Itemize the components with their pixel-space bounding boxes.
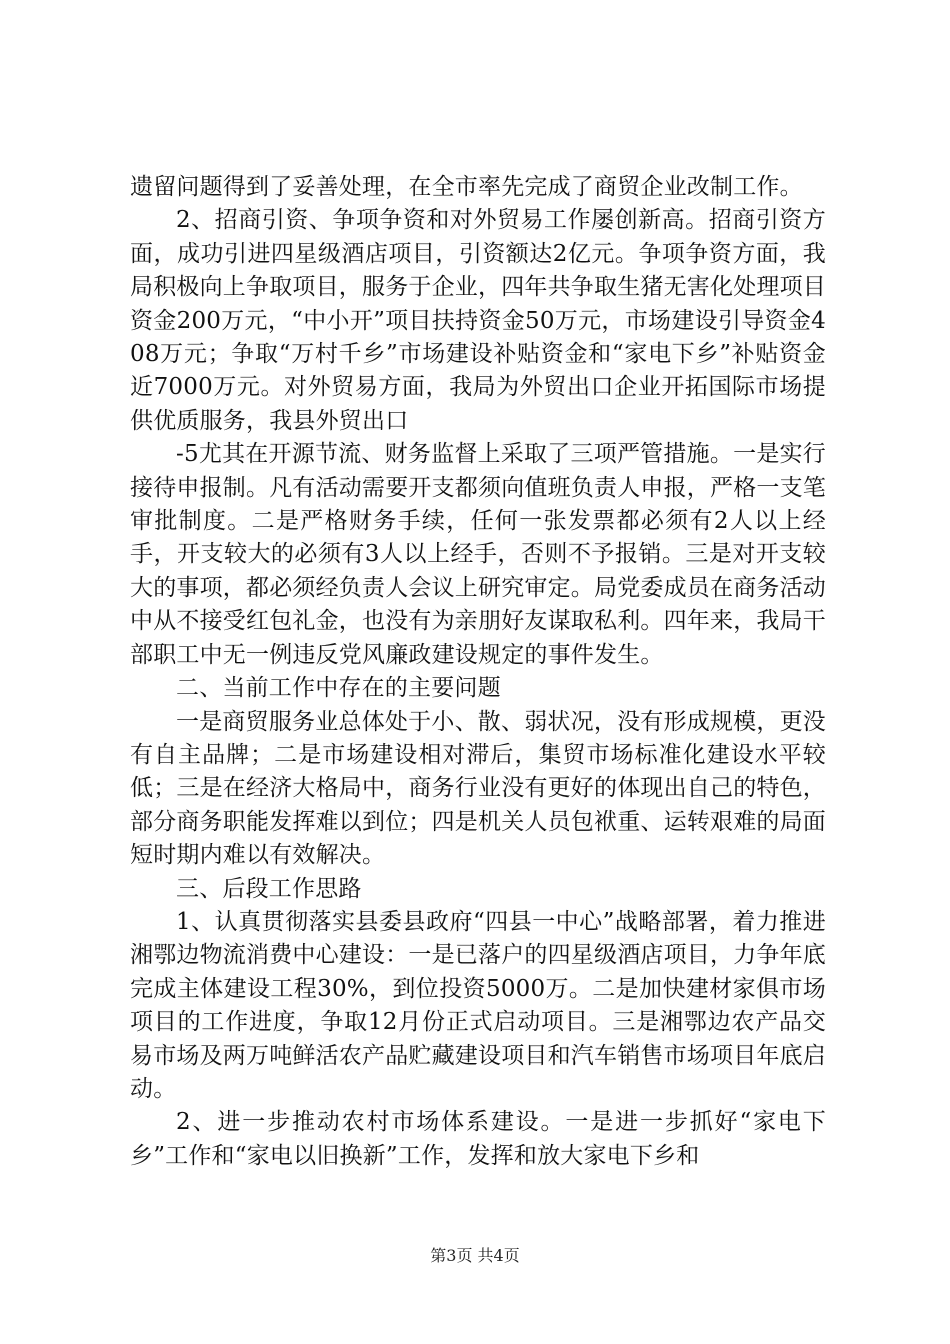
page-number-footer: 第3页 共4页 bbox=[430, 1246, 520, 1265]
paragraph-7: 1、认真贯彻落实县委县政府“四县一中心”战略部署，着力推进湘鄂边物流消费中心建设：一是已落户的四星级酒店项目，力争年底完成主体建设工程30%，到位投资5000万。二是加快建材家俱市场项目的工作进度，争取12月份正式启动项目。三是湘鄂边农产品交易市场及两万吨鲜活农产品贮藏建设项目和汽车销售市场项目年底启动。 bbox=[130, 908, 826, 1102]
paragraph-2: 2、招商引资、争项争资和对外贸易工作屡创新高。招商引资方面，成功引进四星级酒店项目，引资额达2亿元。争项争资方面，我局积极向上争取项目，服务于企业，四年共争取生猪无害化处理项目资金200万元，“中小开”项目扶持资金50万元，市场建设引导资金408万元；争取“万村千乡”市场建设补贴资金和“家电下乡”补贴资金近7000万元。对外贸易方面，我局为外贸出口企业开拓国际市场提供优质服务，我县外贸出口 bbox=[130, 207, 826, 434]
section-heading-plans: 三、后段工作思路 bbox=[176, 875, 362, 902]
paragraph-1: 遗留问题得到了妥善处理，在全市率先完成了商贸企业改制工作。 bbox=[130, 174, 803, 200]
document-body bbox=[130, 171, 826, 1173]
paragraph-5: 一是商贸服务业总体处于小、散、弱状况，没有形成规模，更没有自主品牌；二是市场建设相对滞后，集贸市场标准化建设水平较低；三是在经济大格局中，商务行业没有更好的体现出自己的特色，部分商务职能发挥难以到位；四是机关人员包袱重、运转艰难的局面短时期内难以有效解决。 bbox=[130, 708, 826, 869]
paragraph-8: 2、进一步推动农村市场体系建设。一是进一步抓好“家电下乡”工作和“家电以旧换新”工作，发挥和放大家电下乡和 bbox=[130, 1109, 826, 1169]
section-heading-problems: 二、当前工作中存在的主要问题 bbox=[176, 675, 501, 702]
paragraph-3: -5尤其在开源节流、财务监督上采取了三项严管措施。一是实行接待申报制。凡有活动需要开支都须向值班负责人申报，严格一支笔审批制度。二是严格财务手续，任何一张发票都必须有2人以上经手，开支较大的必须有3人以上经手，否则不予报销。三是对开支较大的事项，都必须经负责人会议上研究审定。局党委成员在商务活动中从不接受红包礼金，也没有为亲朋好友谋取私利。四年来，我局干部职工中无一例违反党风廉政建设规定的事件发生。 bbox=[130, 441, 826, 668]
